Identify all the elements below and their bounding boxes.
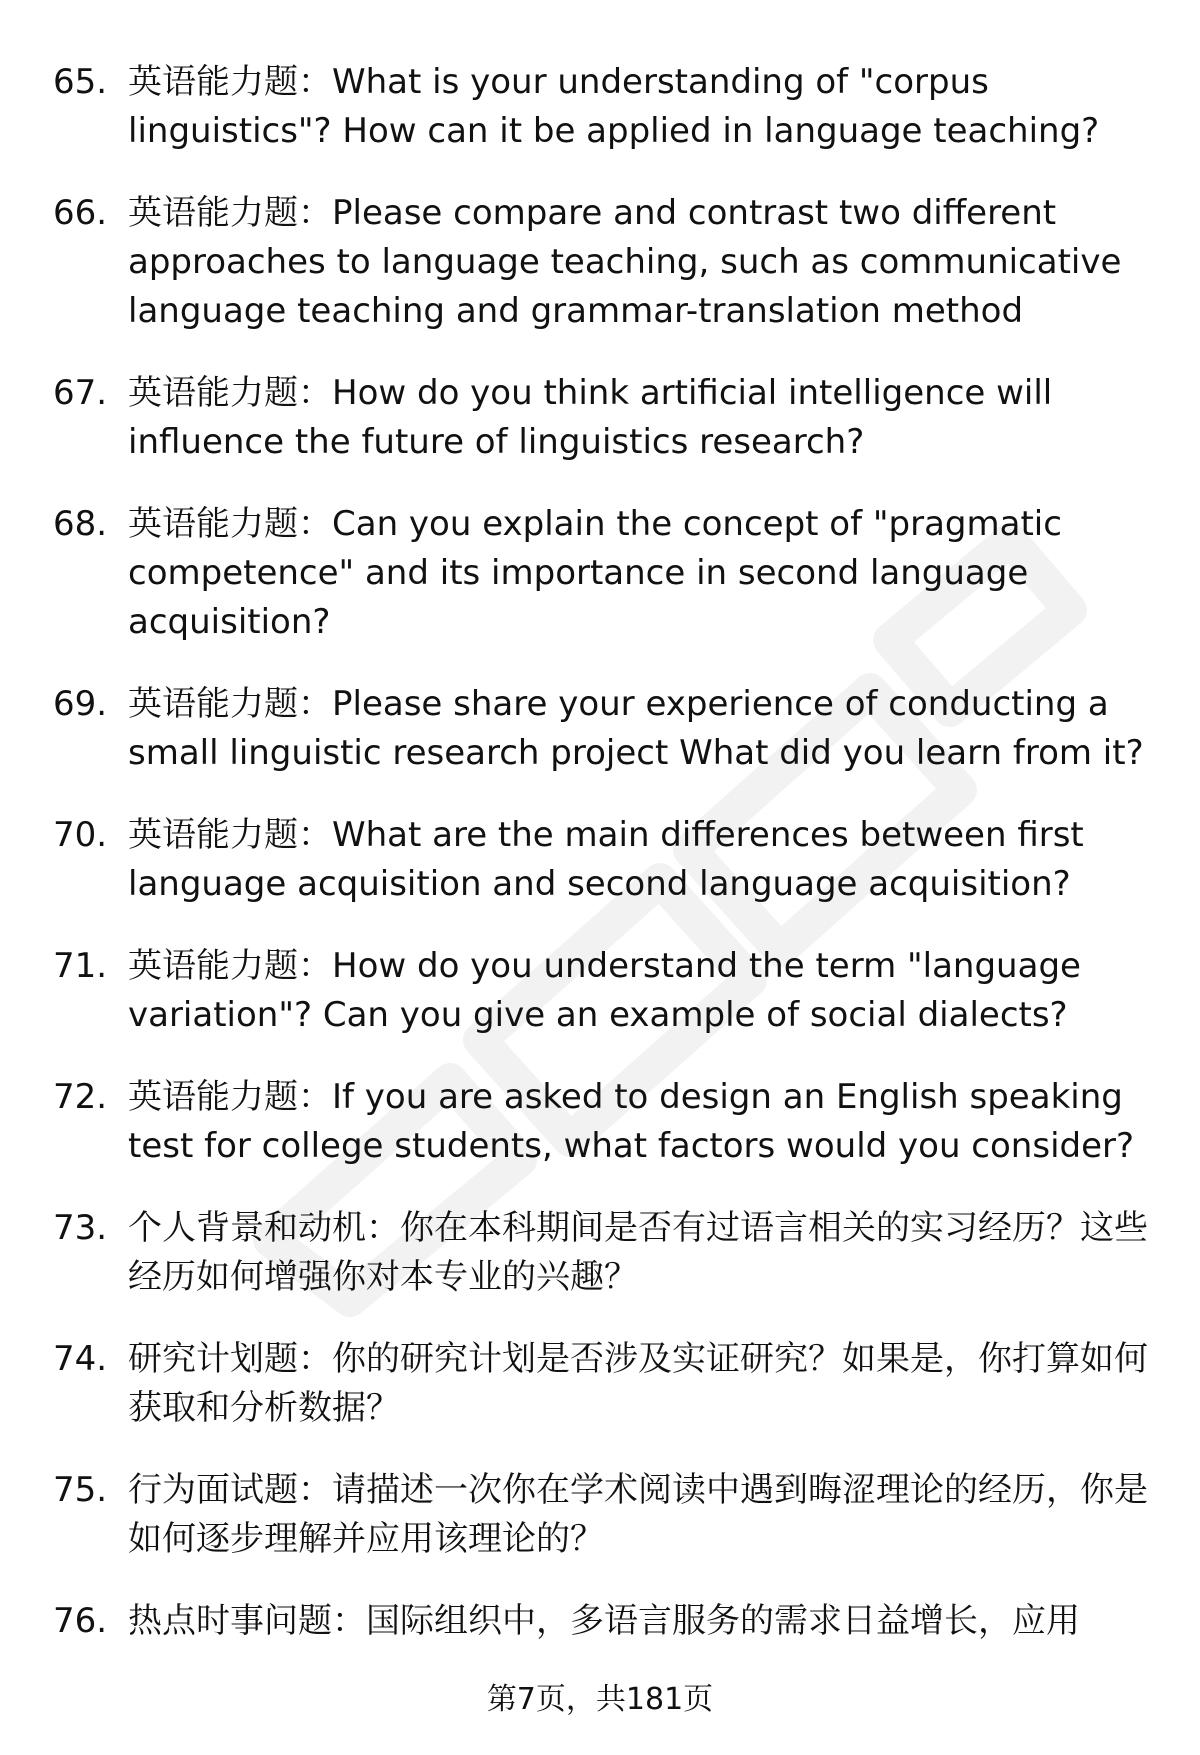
question-item-70 (53, 811, 1173, 909)
question-text: 热点时事问题：国际组织中，多语言服务的需求日益增长，应用 (128, 1601, 1080, 1641)
question-text: 英语能力题：Please share your experience of conducting a small linguistic research project What did you learn from it? (128, 684, 1144, 773)
question-number: 67. (53, 373, 108, 413)
question-item-72 (53, 1073, 1173, 1171)
question-number: 65. (53, 62, 108, 102)
question-text: 个人背景和动机：你在本科期间是否有过语言相关的实习经历？这些经历如何增强你对本专业的兴趣？ (128, 1208, 1148, 1297)
question-text: 英语能力题：Please compare and contrast two different approaches to language teaching, such as communicative language teaching and grammar-translation method (128, 193, 1122, 331)
question-text: 英语能力题：If you are asked to design an English speaking test for college students, what factors would you consider? (128, 1077, 1135, 1166)
question-number: 71. (53, 946, 108, 986)
question-item-76 (53, 1597, 1173, 1646)
question-list (53, 58, 1173, 1679)
question-item-74 (53, 1335, 1173, 1433)
question-text: 英语能力题：What is your understanding of "corpus linguistics"? How can it be applied in language teaching? (128, 62, 1100, 151)
question-text: 英语能力题：Can you explain the concept of "pragmatic competence" and its importance in second language acquisition? (128, 504, 1062, 642)
question-text: 研究计划题：你的研究计划是否涉及实证研究？如果是，你打算如何获取和分析数据？ (128, 1339, 1148, 1428)
question-number: 69. (53, 684, 108, 724)
question-number: 74. (53, 1339, 108, 1379)
question-text: 英语能力题：How do you think artificial intelligence will influence the future of linguistics research? (128, 373, 1053, 462)
question-item-75 (53, 1466, 1173, 1564)
question-item-69 (53, 680, 1173, 778)
question-item-65 (53, 58, 1173, 156)
question-text: 英语能力题：What are the main differences between first language acquisition and second language acquisition? (128, 815, 1084, 904)
question-text: 行为面试题：请描述一次你在学术阅读中遇到晦涩理论的经历，你是如何逐步理解并应用该理论的？ (128, 1470, 1148, 1559)
question-number: 72. (53, 1077, 108, 1117)
question-number: 66. (53, 193, 108, 233)
question-text: 英语能力题：How do you understand the term "language variation"? Can you give an example of social dialects? (128, 946, 1081, 1035)
page-footer: 第7页，共181页 (486, 1682, 714, 1717)
question-number: 70. (53, 815, 108, 855)
question-item-68 (53, 500, 1173, 647)
question-number: 75. (53, 1470, 108, 1510)
question-item-71 (53, 942, 1173, 1040)
question-number: 68. (53, 504, 108, 544)
question-number: 76. (53, 1601, 108, 1641)
question-item-67 (53, 369, 1173, 467)
question-item-73 (53, 1204, 1173, 1302)
question-item-66 (53, 189, 1173, 336)
question-number: 73. (53, 1208, 108, 1248)
